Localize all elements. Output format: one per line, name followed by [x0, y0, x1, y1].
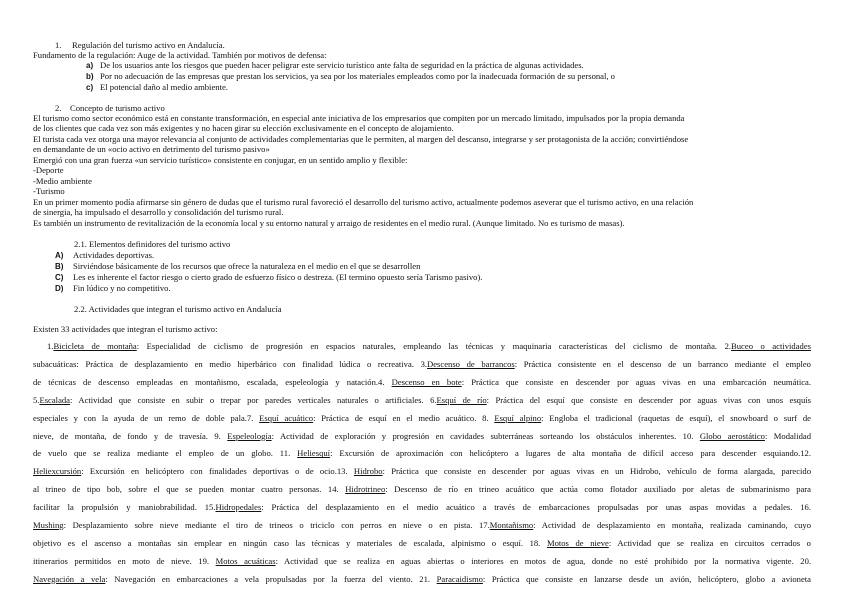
activity-name: Globo aerostático [699, 430, 765, 441]
section-1-heading: 1. Regulación del turismo activo en Andalucía. [55, 40, 225, 50]
activities-line: itinerarios permitidos en moto de nieve. 19. Motos acuáticas: Actividad que se realiza en aguas abiertas o interiores en motos de agua, donde no esté prohibido por la normativa vigente. 20. [33, 555, 812, 566]
paragraph-3: Emergió con una gran fuerza «un servicio turístico» consistente en conjugar, en un sentido amplio y flexible: [33, 155, 408, 165]
defense-item-b: b) Por no adecuación de las empresas que prestan los servicios, ya sea por los materiales empleados como por la inadecuada formación de su personal, o [86, 71, 615, 81]
regulation-basis: Fundamento de la regulación: Auge de la actividad. También por motivos de defensa: [33, 50, 327, 60]
element-item-c: C) Les es inherente el factor riesgo o cierto grado de esfuerzo físico o destreza. (El termino opuesto sería Tarismo pasivo). [55, 272, 483, 282]
activity-name: Bicicleta de montaña [53, 341, 137, 351]
defense-item-a: a) De los usuarios ante los riesgos que pueden hacer peligrar este servicio turístico ante falta de seguridad en la práctica de algunas actividades. [86, 60, 584, 70]
activity-name: Hidropedales [215, 502, 262, 513]
activity-name: Escalada [39, 394, 70, 405]
activity-name: Mushing [33, 520, 64, 530]
paragraph-2a: El turista cada vez otorga una mayor relevancia al conjunto de actividades complementarias que le permiten, al margen del descanso, integrarse y ser protagonista de la acción; convirtiéndose [33, 134, 689, 144]
activity-name: Hidrobo [353, 466, 383, 477]
activities-line: facilitar la propulsión y maniobrabilidad. 15.Hidropedales: Práctica del desplazamiento en el medio acuático a través de embarcaciones propulsadas por unas aspas movidas a pedales. 16. [33, 502, 812, 513]
activities-line: especiales y con la ayuda de un remo de doble pala.7. Esquí acuático: Práctica de esquí en el medio acuático. 8. Esquí alpino: Engloba el tradicional (raquetas de esquí), el snowboard o surf de [33, 412, 811, 423]
element-item-a: A) Actividades deportivas. [55, 250, 155, 260]
activity-name: Navegación a vela [33, 573, 106, 584]
activity-name: Esquí acuático [259, 412, 314, 423]
paragraph-2b: en demandante de un «ocio activo en detrimento del turismo pasivo» [33, 144, 270, 154]
section-1-title: Regulación del turismo activo en Andalucía. [72, 40, 225, 50]
list-item-turismo: -Turismo [33, 186, 65, 196]
activities-line: Heliexcursión: Excursión en helicóptero con finalidades deportivas o de ocio.13. Hidrobo: Práctica que consiste en descender por aguas vivas en un Hidrobo, vehículo de forma alargada, parecido [33, 466, 811, 477]
section-2-title: Concepto de turismo activo [70, 103, 165, 113]
activities-line: 5.Escalada: Actividad que consiste en subir o trepar por paredes verticales naturales o artificiales. 6.Esquí de río: Práctica del esquí que consiste en descender por aguas vivas con unos esquís [33, 394, 811, 405]
activity-name: Esquí de río [436, 394, 487, 405]
section-2-2-heading: 2.2. Actividades que integran el turismo activo en Andalucía [74, 304, 282, 314]
defense-item-c: c) El potencial daño al medio ambiente. [86, 82, 228, 92]
activities-intro: Existen 33 actividades que integran el turismo activo: [33, 324, 218, 334]
activity-name: Motos de nieve [546, 537, 609, 548]
paragraph-4a: En un primer momento podía afirmarse sin género de dudas que el turismo rural favoreció el desarrollo del turismo activo, actualmente podemos aseverar que el turismo activo, en una relación [33, 197, 694, 207]
activities-line: al trineo de tipo bob, sobre el que se pueden montar cuatro personas. 14. Hidrotrineo: Descenso de río en trineo acuático que actúa como flotador auxiliado por aletas de submarinismo para [33, 484, 811, 495]
activity-name: Motos acuáticas [215, 555, 276, 566]
activity-name: Hidrotrineo [345, 484, 386, 495]
activities-line: de técnicas de descenso empleadas en montañismo, escalada, espeleología y natación.4. Descenso en bote: Práctica que consiste en descender por aguas vivas en una embarcación neumática. [33, 376, 811, 387]
activity-name: Paracaidismo [436, 573, 483, 584]
activity-name: Heliexcursión [33, 466, 82, 477]
activities-line: objetivo es el ascenso a montañas sin emplear en ningún caso las técnicas y materiales de escalada, alpinismo o esquí. 18. Motos de nieve: Actividad que se realiza en circuitos cerrados o [33, 537, 811, 548]
activity-name: Descenso de barrancos [427, 358, 515, 369]
activities-line: 1.Bicicleta de montaña: Especialidad de ciclismo de progresión en espacios naturales, empleando las técnicas y maquinaria características del ciclismo de montaña. 2.Buceo o actividades [47, 341, 811, 351]
section-2-1-heading: 2.1. Elementos definidores del turismo activo [74, 239, 231, 249]
element-item-d: D) Fin lúdico y no competitivo. [55, 283, 171, 293]
section-2-heading: 2. Concepto de turismo activo [55, 103, 165, 113]
paragraph-1a: El turismo como sector económico está en constante transformación, en especial ante iniciativa de los empresarios que compiten por un mercado limitado, impulsados por la propia demanda [33, 113, 685, 123]
element-item-b: B) Sirviéndose básicamente de los recursos que ofrece la naturaleza en el medio en el que se desarrollen [55, 261, 421, 271]
activities-line: subacuáticas: Práctica de desplazamiento en medio hiperbárico con finalidad lúdica o recreativa. 3.Descenso de barrancos: Práctica consistente en el descenso de un barranco mediante el empleo [33, 358, 811, 369]
activity-name: Descenso en bote [391, 376, 462, 387]
activity-name: Buceo o actividades [731, 341, 811, 351]
activities-line: nieve, de montaña, de fondo y de travesía. 9. Espeleología: Actividad de exploración y progresión en cavidades subterráneas sorteando los obstáculos inherentes. 10. Globo aerostático: Modalidad [33, 430, 811, 441]
activities-line: Mushing: Desplazamiento sobre nieve mediante el tiro de trineos o triciclo con perros en nieve o en pista. 17.Montañismo: Actividad de desplazamiento en montaña, realizada caminando, cuyo [33, 520, 812, 530]
activity-name: Heliesquí [297, 448, 331, 459]
activities-line: de vuelo que se realiza mediante el empleo de un globo. 11. Heliesquí: Excursión de aproximación con helicóptero a lugares de alta montaña de difícil acceso para descender esquiando.12. [33, 448, 811, 459]
activities-line: Navegación a vela: Navegación en embarcaciones a vela propulsadas por la fuerza del viento. 21. Paracaidismo: Práctica que consiste en lanzarse desde un avión, helicóptero, globo a avioneta [33, 573, 811, 584]
paragraph-1b: de los clientes que cada vez son más exigentes y no hacen girar su elección exclusivamente en el concepto de alojamiento. [33, 123, 454, 133]
activity-name: Montañismo [489, 520, 534, 530]
activity-name: Esquí alpino [494, 412, 542, 423]
list-item-medio-ambiente: -Medio ambiente [33, 176, 92, 186]
activity-name: Espeleología [227, 430, 272, 441]
paragraph-4b: de sinergia, ha impulsado el desarrollo y consolidación del turismo rural. [33, 207, 284, 217]
list-item-deporte: -Deporte [33, 165, 64, 175]
paragraph-5: Es también un instrumento de revitalización de la economía local y su entorno natural y arraigo de residentes en el medio rural. (Aunque limitado. No es turismo de masas). [33, 218, 625, 228]
